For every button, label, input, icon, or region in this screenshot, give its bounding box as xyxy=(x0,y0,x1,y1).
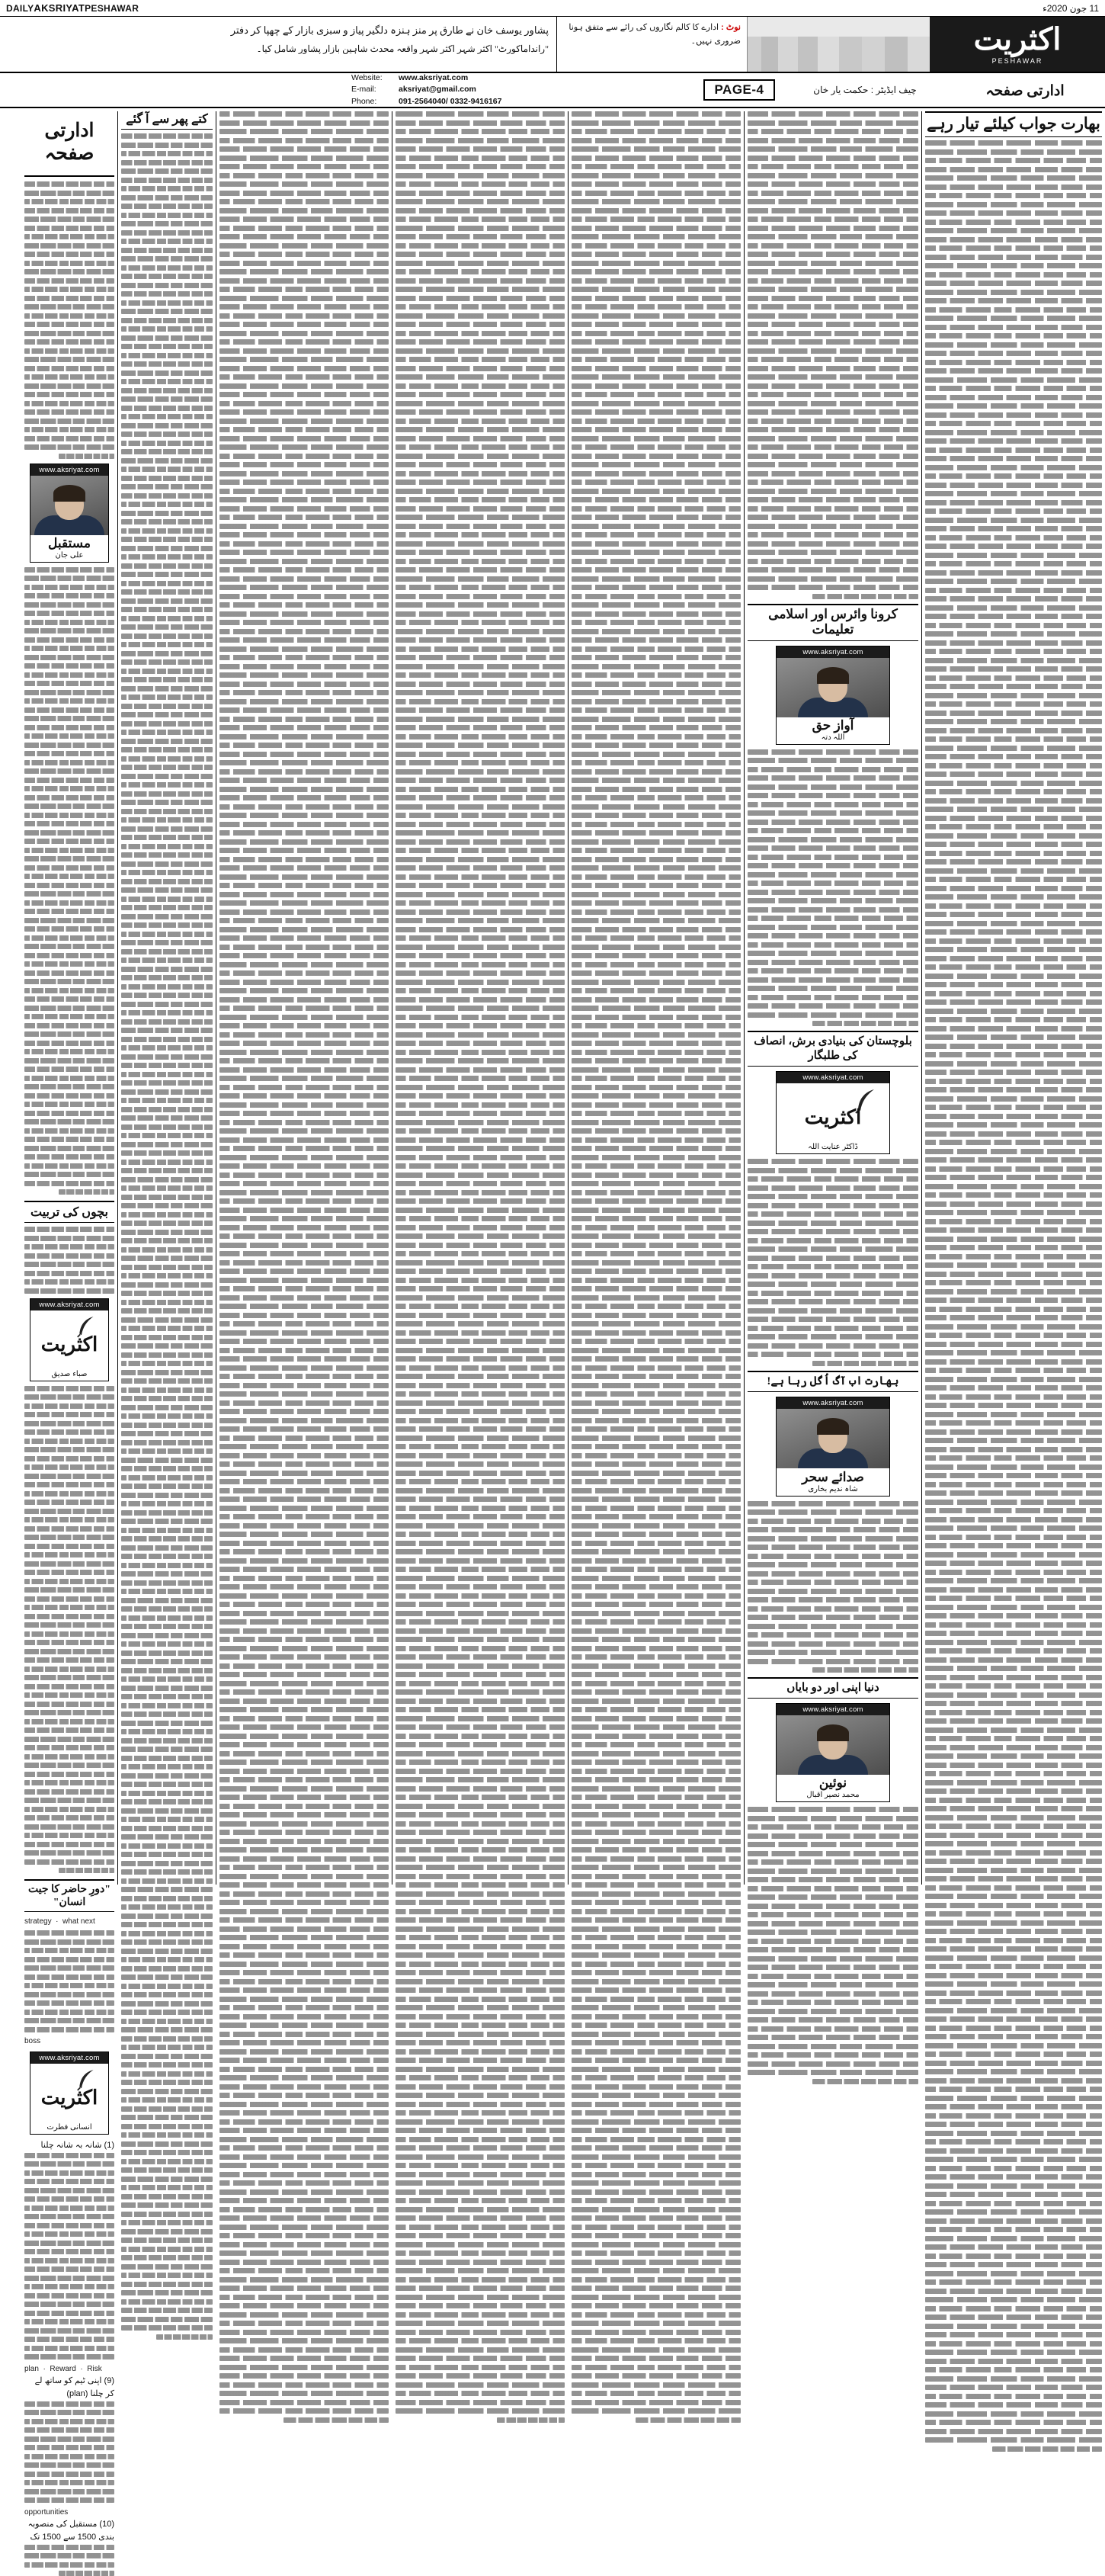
keyword-boss: boss xyxy=(24,2037,41,2045)
door-haazir-body-1 xyxy=(24,1930,114,2032)
door-haazir-body-4 xyxy=(24,2545,114,2576)
column-three-body xyxy=(572,111,741,2423)
dunya-article-body xyxy=(748,1807,918,2084)
author-photo-dunya xyxy=(777,1715,889,1775)
tarbiyat-author-logo: اکثریت xyxy=(40,1333,98,1355)
lead-article-body xyxy=(925,140,1102,2452)
column-four-body xyxy=(396,111,565,2423)
page-number-badge xyxy=(693,79,785,101)
masthead xyxy=(0,17,1105,73)
bharat-article-body xyxy=(748,1501,918,1673)
author-photo-bharat xyxy=(777,1409,889,1468)
column-divider-1 xyxy=(921,111,922,1885)
tarbiyat-author-box xyxy=(30,1298,109,1381)
editorial-masthead-title: ادارتی صفحہ xyxy=(44,120,94,164)
website-value[interactable]: www.aksriyat.com xyxy=(399,73,469,83)
dunya-article-title: دنیا اپنی اور دو بایاں xyxy=(748,1677,918,1699)
quill-icon-3 xyxy=(30,2064,108,2123)
mustaqbil-author-box xyxy=(30,464,109,563)
mustaqbil-title: مستقبل xyxy=(47,535,91,550)
author-photo-mustaqbil xyxy=(30,476,108,535)
masthead-skyline-graphic xyxy=(747,17,930,72)
column-lead xyxy=(925,111,1102,1885)
paper-logo xyxy=(930,17,1105,72)
door-haazir-author-sub: انسانی فطرت xyxy=(46,2123,92,2132)
bharat-author-box xyxy=(776,1397,890,1497)
door-haazir-author-box xyxy=(30,2051,109,2135)
editorial-subheading: کتے پھر سے آ گئے xyxy=(121,111,213,130)
keyword-plan: plan xyxy=(24,2364,39,2373)
email-value[interactable]: aksriyat@gmail.com xyxy=(399,85,476,95)
author-site-url-1: www.aksriyat.com xyxy=(777,646,889,658)
bharat-author-name: صدائے سحر xyxy=(802,1469,864,1484)
column-features xyxy=(748,111,918,1885)
door-haazir-keyword-line-4 xyxy=(24,2507,114,2518)
bharat-article-title: بھارت اب آگ اُگل رہا ہے! xyxy=(748,1371,918,1392)
logo-subtitle: PESHAWAR xyxy=(991,56,1043,65)
door-haazir-keyword-line: strategy · what next xyxy=(24,1917,95,1926)
corona-author-name: آواز حق xyxy=(812,717,854,733)
author-site-url-6: www.aksriyat.com xyxy=(30,1299,108,1310)
author-site-url-7: www.aksriyat.com xyxy=(30,2052,108,2064)
balochistan-author-box xyxy=(776,1071,890,1154)
page-body xyxy=(0,108,1105,2542)
bharat-author-sub: شاہ ندیم بخاری xyxy=(808,1484,858,1493)
website-label: Website: xyxy=(351,73,383,83)
tarbiyat-title: بچوں کی تربیت xyxy=(24,1201,114,1223)
tarbiyat-author-sub: صباء صدیق xyxy=(51,1369,88,1378)
column-divider-2 xyxy=(744,111,745,1885)
masthead-headline xyxy=(0,17,556,72)
editorial-body xyxy=(24,181,114,459)
dunya-author-box xyxy=(776,1703,890,1802)
balochistan-author-name: اکثریت xyxy=(804,1106,862,1128)
column-editorial xyxy=(24,111,114,2542)
author-site-url-4: www.aksriyat.com xyxy=(777,1704,889,1715)
note-label: نوٹ : xyxy=(721,23,741,32)
author-site-url-2: www.aksriyat.com xyxy=(777,1072,889,1083)
quill-icon xyxy=(777,1083,889,1143)
door-haazir-list-item-3: (10) مستقبل کی منصوبہ بندی 1500 سے 1500 تک xyxy=(27,2519,114,2542)
author-site-url-3: www.aksriyat.com xyxy=(777,1397,889,1409)
editorial-body-inner xyxy=(121,133,213,2340)
column-editorial-inner xyxy=(121,111,213,1885)
keyword-reward: Reward xyxy=(50,2364,76,2373)
door-haazir-keyword-line-3: plan · Reward · Risk xyxy=(24,2364,102,2373)
keyword-what-next: what next xyxy=(62,1917,95,1926)
brand-suffix: PESHAWAR xyxy=(85,3,139,14)
column-divider-6 xyxy=(117,111,118,1885)
info-bar xyxy=(0,73,1105,108)
keyword-strategy: strategy xyxy=(24,1917,52,1926)
headline-line-1: پشاور یوسف خان نے طارق پر منز ہنزہ دلگیر پیاز و سبزی بازار کے چھپا کر دفتر xyxy=(230,24,549,36)
column-five-body xyxy=(219,111,389,2423)
corona-article-title: کرونا وائرس اور اسلامی تعلیمات xyxy=(748,604,918,641)
door-haazir-list-item-1: (1) شانہ بہ شانہ چلنا xyxy=(40,2141,114,2150)
corona-article-body xyxy=(748,749,918,1027)
corona-author-box xyxy=(776,646,890,745)
column-three xyxy=(572,111,741,1885)
door-haazir-keyword-line-2 xyxy=(24,2035,114,2047)
quill-icon-2 xyxy=(30,1310,108,1370)
contact-block xyxy=(342,72,693,107)
tarbiyat-body xyxy=(24,1386,114,1874)
keyword-risk: Risk xyxy=(87,2364,102,2373)
brand-main: AKSRIYAT xyxy=(34,2,85,14)
balochistan-article-title: بلوچستان کی بنیادی برش، انصاف کی طلبگار xyxy=(748,1031,918,1067)
dunya-author-sub: محمد نصیر اقبال xyxy=(806,1791,860,1799)
headline-line-2: "رانداماکورٹ" اکثر شہر اکثر شہر واقعہ محدث شاہین بازار پشاور شامل کیا۔ xyxy=(256,43,549,54)
author-photo-corona xyxy=(777,658,889,717)
author-site-url-5: www.aksriyat.com xyxy=(30,464,108,476)
issue-date: 11 جون 2020ء xyxy=(1043,2,1099,14)
paper-brand xyxy=(6,2,139,14)
email-label: E-mail: xyxy=(351,85,376,95)
column-divider-3 xyxy=(568,111,569,1885)
balochistan-article-body xyxy=(748,1159,918,1366)
top-strip xyxy=(0,0,1105,17)
column-five xyxy=(219,111,389,1885)
city-skyline-icon xyxy=(748,37,930,72)
door-haazir-title: "دورِ حاضر کا جیت انسان" xyxy=(24,1879,114,1912)
mustaqbil-author: علی جان xyxy=(55,550,84,560)
dunya-author-name: نوئین xyxy=(818,1776,847,1790)
lead-article-continuation xyxy=(748,111,918,599)
phone-value: 091-2564040/ 0332-9416167 xyxy=(399,96,502,106)
keyword-opportunities: opportunities xyxy=(24,2507,69,2517)
column-four xyxy=(396,111,565,1885)
brand-prefix: DAILY xyxy=(6,3,34,14)
page-number-text: PAGE-4 xyxy=(703,79,774,101)
door-haazir-body-2 xyxy=(24,2153,114,2360)
phone-label: Phone: xyxy=(351,96,377,106)
mustaqbil-body xyxy=(24,567,114,1195)
balochistan-author-sub: ڈاکٹر عنایت اللہ xyxy=(808,1143,858,1151)
note-text: ادارے کا کالم نگاروں کی رائے سے متفق ہونا ضروری نہیں۔ xyxy=(569,23,741,46)
chief-editor-label: چیف ایڈیٹر : حکمت یار خان xyxy=(813,85,917,95)
corona-author-sub: اللہ دتہ xyxy=(821,733,845,742)
logo-urdu-text: اکثریت xyxy=(973,21,1062,56)
editorial-page-label: ادارتی صفحہ xyxy=(985,82,1065,99)
lead-article-title: بھارت جواب کیلئے تیار رہے xyxy=(925,111,1102,137)
door-haazir-list-item-2: (9) اپنی ٹیم کو ساتھ لے کر چلنا (plan) xyxy=(34,2376,114,2399)
tarbiyat-intro xyxy=(24,1227,114,1294)
door-haazir-author-logo: اکثریت xyxy=(40,2087,98,2109)
door-haazir-body-3 xyxy=(24,2401,114,2504)
editor-note xyxy=(556,17,747,72)
